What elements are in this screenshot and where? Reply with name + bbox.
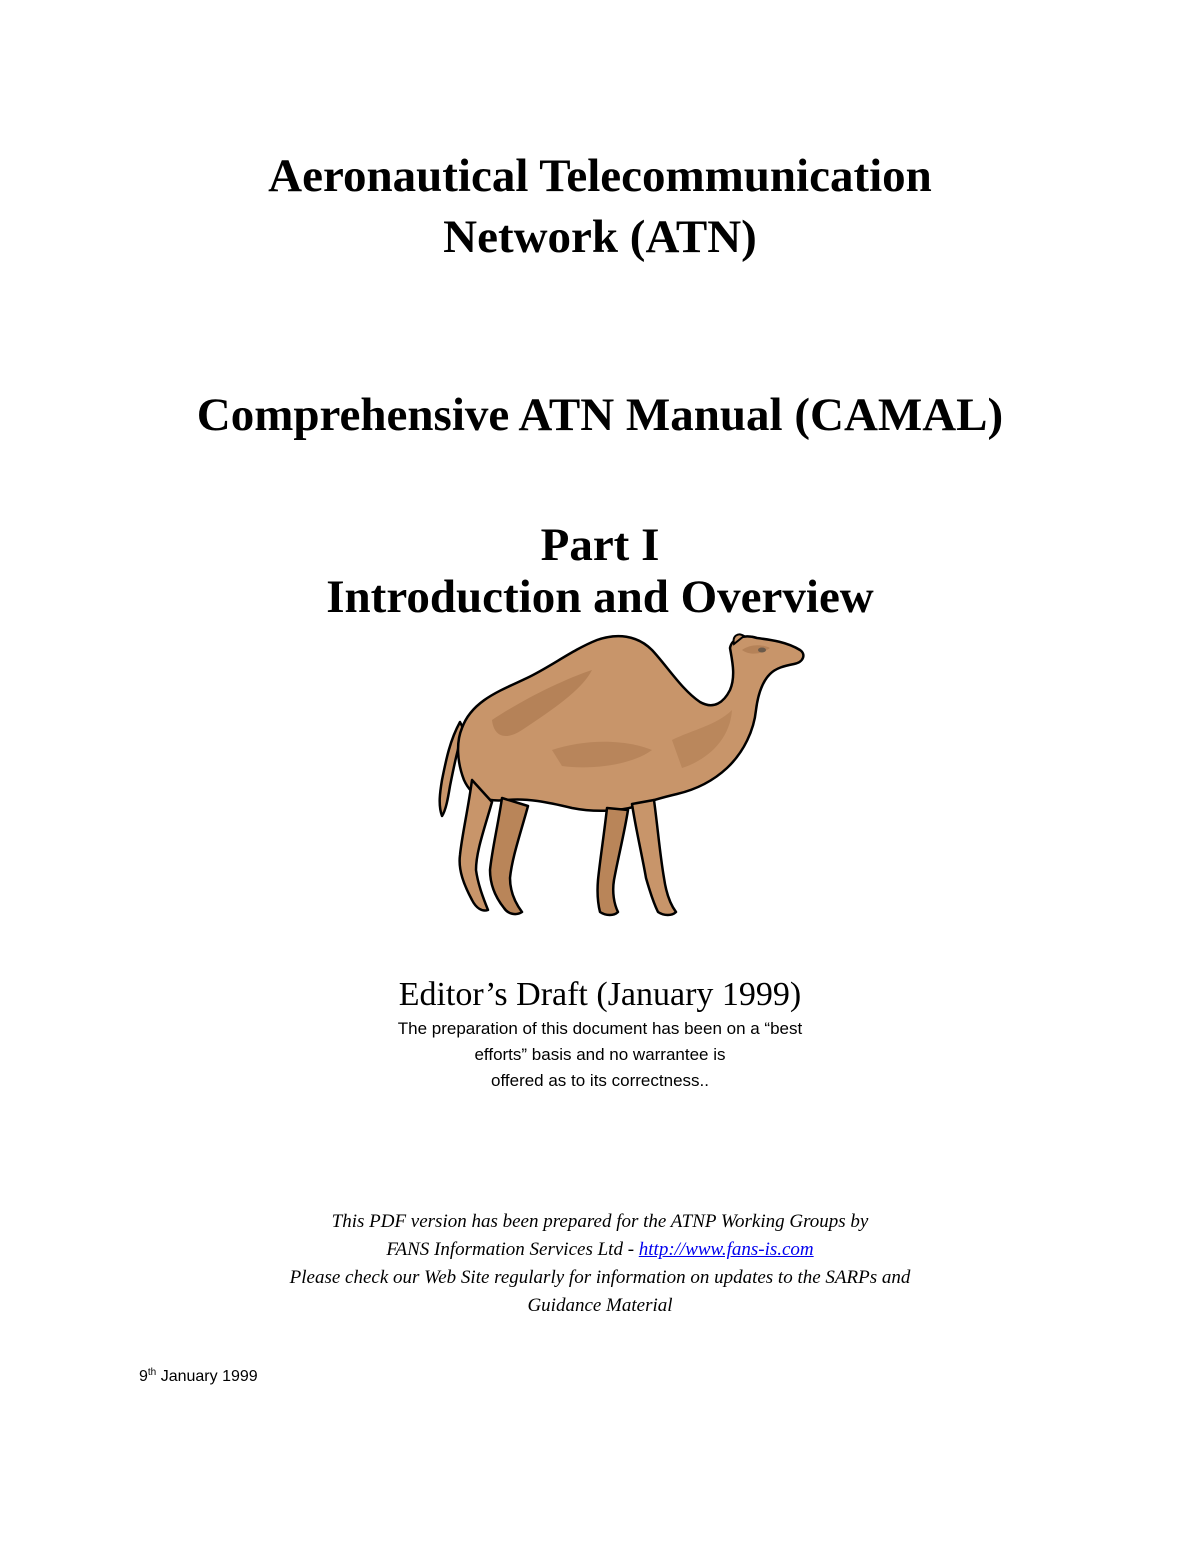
draft-heading: Editor’s Draft (January 1999) [398, 976, 802, 1013]
footer-line-1: This PDF version has been prepared for the ATNP Working Groups by [331, 1211, 869, 1232]
title-line-1: Aeronautical Telecommunication [268, 150, 932, 202]
website-link[interactable]: http://www.fans-is.com [638, 1239, 814, 1260]
footer-line-2 [0, 1240, 1200, 1259]
title-line-2: Network (ATN) [443, 211, 757, 263]
part-title: Introduction and Overview [326, 571, 874, 623]
draft-note-line-1: The preparation of this document has been on a “best [397, 1019, 803, 1038]
camel-illustration [432, 630, 812, 920]
footer-line-3: Please check our Web Site regularly for information on updates to the SARPs and [289, 1267, 911, 1288]
draft-note-line-3: offered as to its correctness.. [491, 1071, 709, 1090]
document-date [139, 1368, 258, 1385]
footer-line-4: Guidance Material [527, 1295, 673, 1316]
footer-line-2-prefix: FANS Information Services Ltd - [386, 1239, 639, 1260]
date-suffix: th [147, 1367, 157, 1378]
manual-title: Comprehensive ATN Manual (CAMAL) [196, 389, 1004, 441]
date-day: 9 [139, 1368, 148, 1385]
draft-note-line-2: efforts” basis and no warrantee is [474, 1045, 726, 1064]
camel-icon [432, 630, 812, 920]
date-rest: January 1999 [156, 1368, 258, 1385]
part-label: Part I [540, 519, 660, 571]
